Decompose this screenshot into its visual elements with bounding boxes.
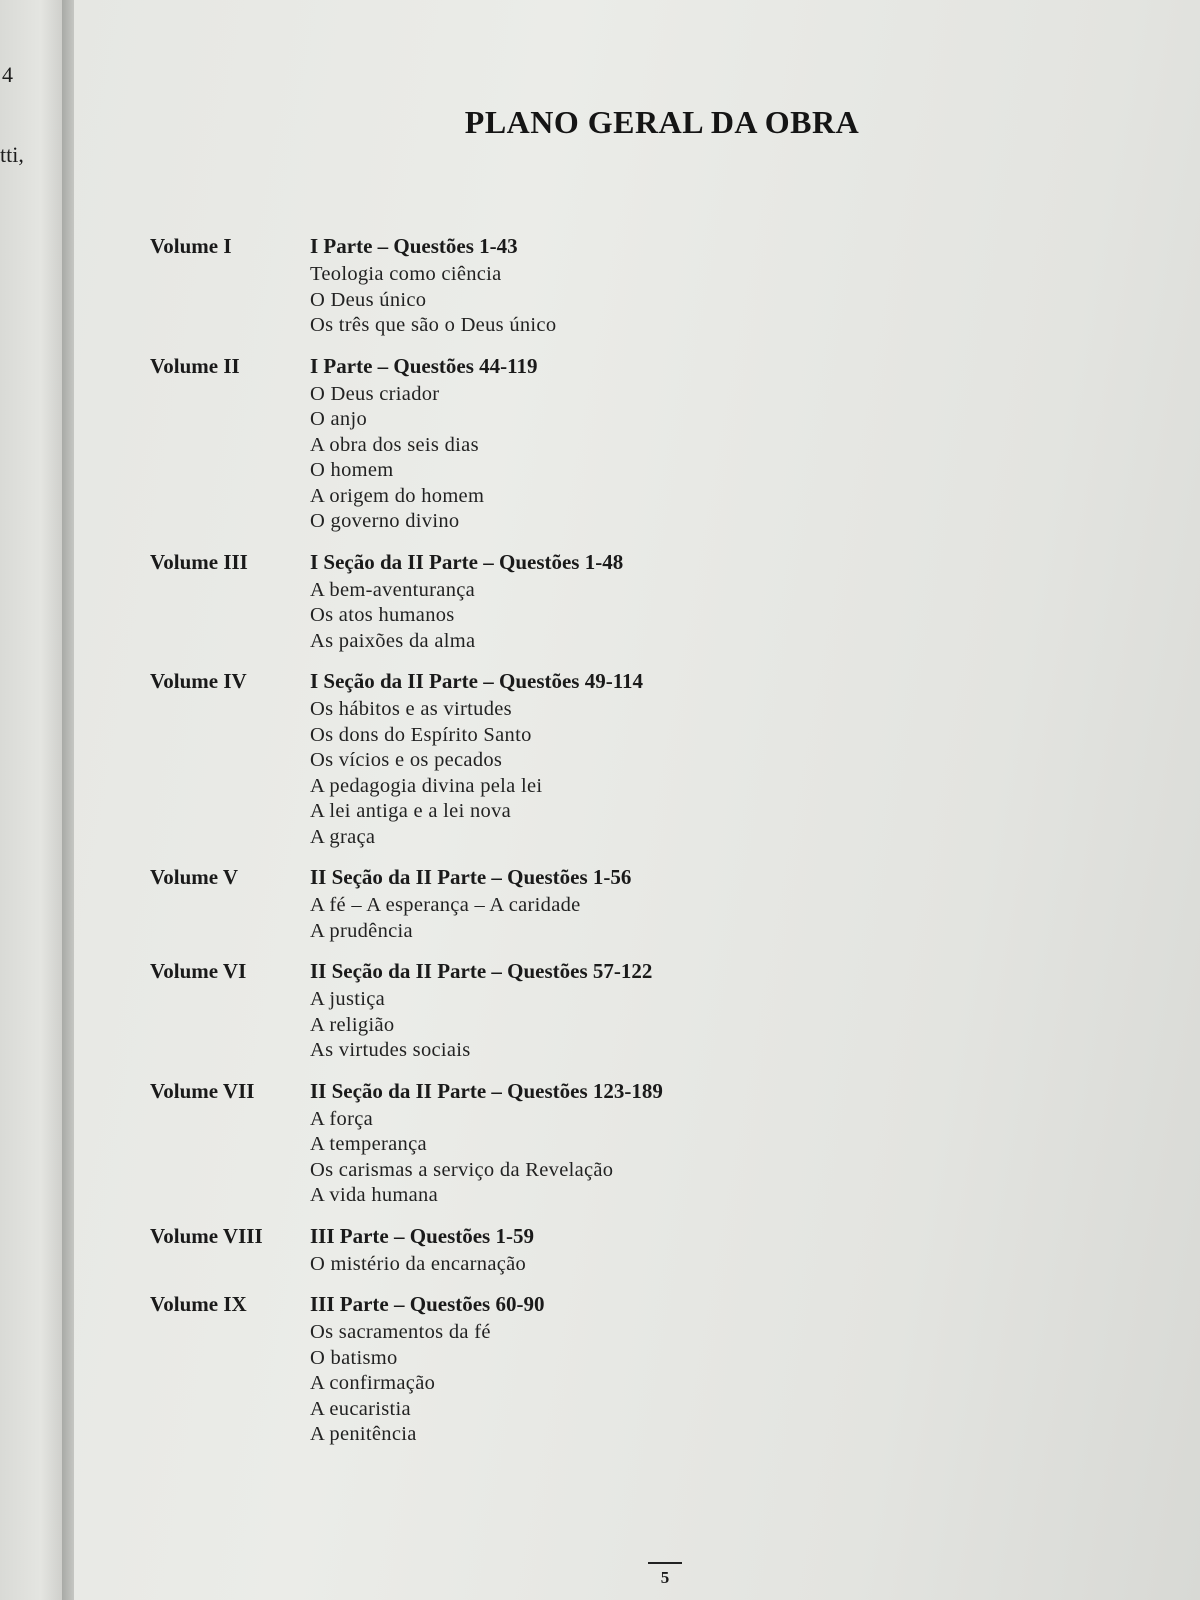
- volume-list: [150, 232, 1050, 1461]
- volume-section-header: I Parte – Questões 44-119: [310, 353, 538, 378]
- volume-contents: [310, 863, 1050, 944]
- volume-topic: A obra dos seis dias: [310, 433, 479, 456]
- volume-topic: As virtudes sociais: [310, 1039, 471, 1061]
- volume-label: Volume VIII: [150, 1223, 263, 1248]
- volume-topic: A justiça: [310, 988, 386, 1010]
- volume-entry: [150, 352, 1050, 535]
- volume-topic: A vida humana: [310, 1184, 439, 1206]
- volume-contents: [310, 667, 1050, 850]
- page-footer: [648, 1562, 682, 1588]
- volume-section-header: II Seção da II Parte – Questões 1-56: [310, 865, 632, 889]
- volume-entry: [150, 548, 1050, 655]
- volume-label: Volume VII: [150, 1078, 255, 1103]
- volume-entry: [150, 1290, 1050, 1448]
- page-number: 5: [660, 1568, 670, 1587]
- volume-topic: A origem do homem: [310, 484, 485, 507]
- volume-contents: [310, 957, 1050, 1064]
- volume-topic: As paixões da alma: [310, 629, 476, 652]
- volume-section-header: I Parte – Questões 1-43: [310, 234, 518, 258]
- volume-section-header: III Parte – Questões 60-90: [310, 1292, 545, 1316]
- volume-topic: A temperança: [310, 1133, 427, 1155]
- volume-label: Volume V: [150, 865, 239, 889]
- volume-topic: O mistério da encarnação: [310, 1252, 527, 1275]
- volume-topic: A lei antiga e a lei nova: [310, 800, 512, 822]
- volume-topic: A confirmação: [310, 1372, 436, 1394]
- volume-topic: A força: [310, 1107, 373, 1130]
- volume-contents: [310, 352, 1050, 535]
- volume-entry: [150, 232, 1050, 339]
- volume-topic: A religião: [310, 1013, 395, 1036]
- volume-topic: Os dons do Espírito Santo: [310, 723, 532, 746]
- volume-topic: A fé – A esperança – A caridade: [310, 894, 581, 916]
- volume-topic: O governo divino: [310, 510, 460, 532]
- volume-topic: O Deus criador: [310, 382, 440, 405]
- volume-section-header: III Parte – Questões 1-59: [310, 1223, 534, 1248]
- volume-label: Volume VI: [150, 959, 247, 983]
- volume-label: Volume II: [150, 353, 240, 378]
- volume-topic: Os atos humanos: [310, 604, 455, 626]
- volume-topic: Teologia como ciência: [310, 263, 502, 285]
- volume-topic: Os hábitos e as virtudes: [310, 698, 512, 720]
- volume-entry: [150, 1077, 1050, 1209]
- volume-label: Volume IX: [150, 1292, 247, 1316]
- volume-topic: O anjo: [310, 408, 368, 430]
- volume-section-header: II Seção da II Parte – Questões 57-122: [310, 959, 653, 983]
- volume-topic: A graça: [310, 825, 376, 848]
- left-page-fragment: tti,: [0, 142, 24, 167]
- volume-entry: [150, 1222, 1050, 1278]
- volume-topic: A penitência: [310, 1423, 417, 1445]
- volume-topic: O batismo: [310, 1346, 398, 1369]
- volume-section-header: II Seção da II Parte – Questões 123-189: [310, 1078, 663, 1103]
- left-page-fragment: 4: [2, 62, 13, 87]
- volume-entry: [150, 667, 1050, 850]
- volume-topic: O Deus único: [310, 288, 427, 311]
- volume-contents: [310, 548, 1050, 655]
- book-page: [74, 0, 1200, 1600]
- volume-topic: A pedagogia divina pela lei: [310, 774, 543, 797]
- volume-topic: A eucaristia: [310, 1397, 411, 1420]
- volume-topic: Os três que são o Deus único: [310, 314, 557, 336]
- volume-topic: A prudência: [310, 919, 413, 942]
- page-number-rule: [648, 1562, 682, 1564]
- volume-topic: Os vícios e os pecados: [310, 749, 503, 771]
- page-title: PLANO GERAL DA OBRA: [464, 104, 860, 140]
- volume-contents: [310, 1222, 1050, 1278]
- volume-contents: [310, 1077, 1050, 1209]
- volume-section-header: I Seção da II Parte – Questões 49-114: [310, 669, 644, 693]
- volume-label: Volume IV: [150, 669, 247, 693]
- volume-topic: Os carismas a serviço da Revelação: [310, 1158, 614, 1181]
- volume-topic: Os sacramentos da fé: [310, 1321, 491, 1343]
- volume-section-header: I Seção da II Parte – Questões 1-48: [310, 549, 624, 574]
- left-facing-page: [0, 0, 68, 1600]
- volume-label: Volume III: [150, 549, 248, 574]
- volume-topic: A bem-aventurança: [310, 578, 476, 601]
- volume-entry: [150, 863, 1050, 944]
- volume-topic: O homem: [310, 459, 394, 481]
- volume-contents: [310, 232, 1050, 339]
- volume-entry: [150, 957, 1050, 1064]
- volume-label: Volume I: [150, 234, 232, 258]
- volume-contents: [310, 1290, 1050, 1448]
